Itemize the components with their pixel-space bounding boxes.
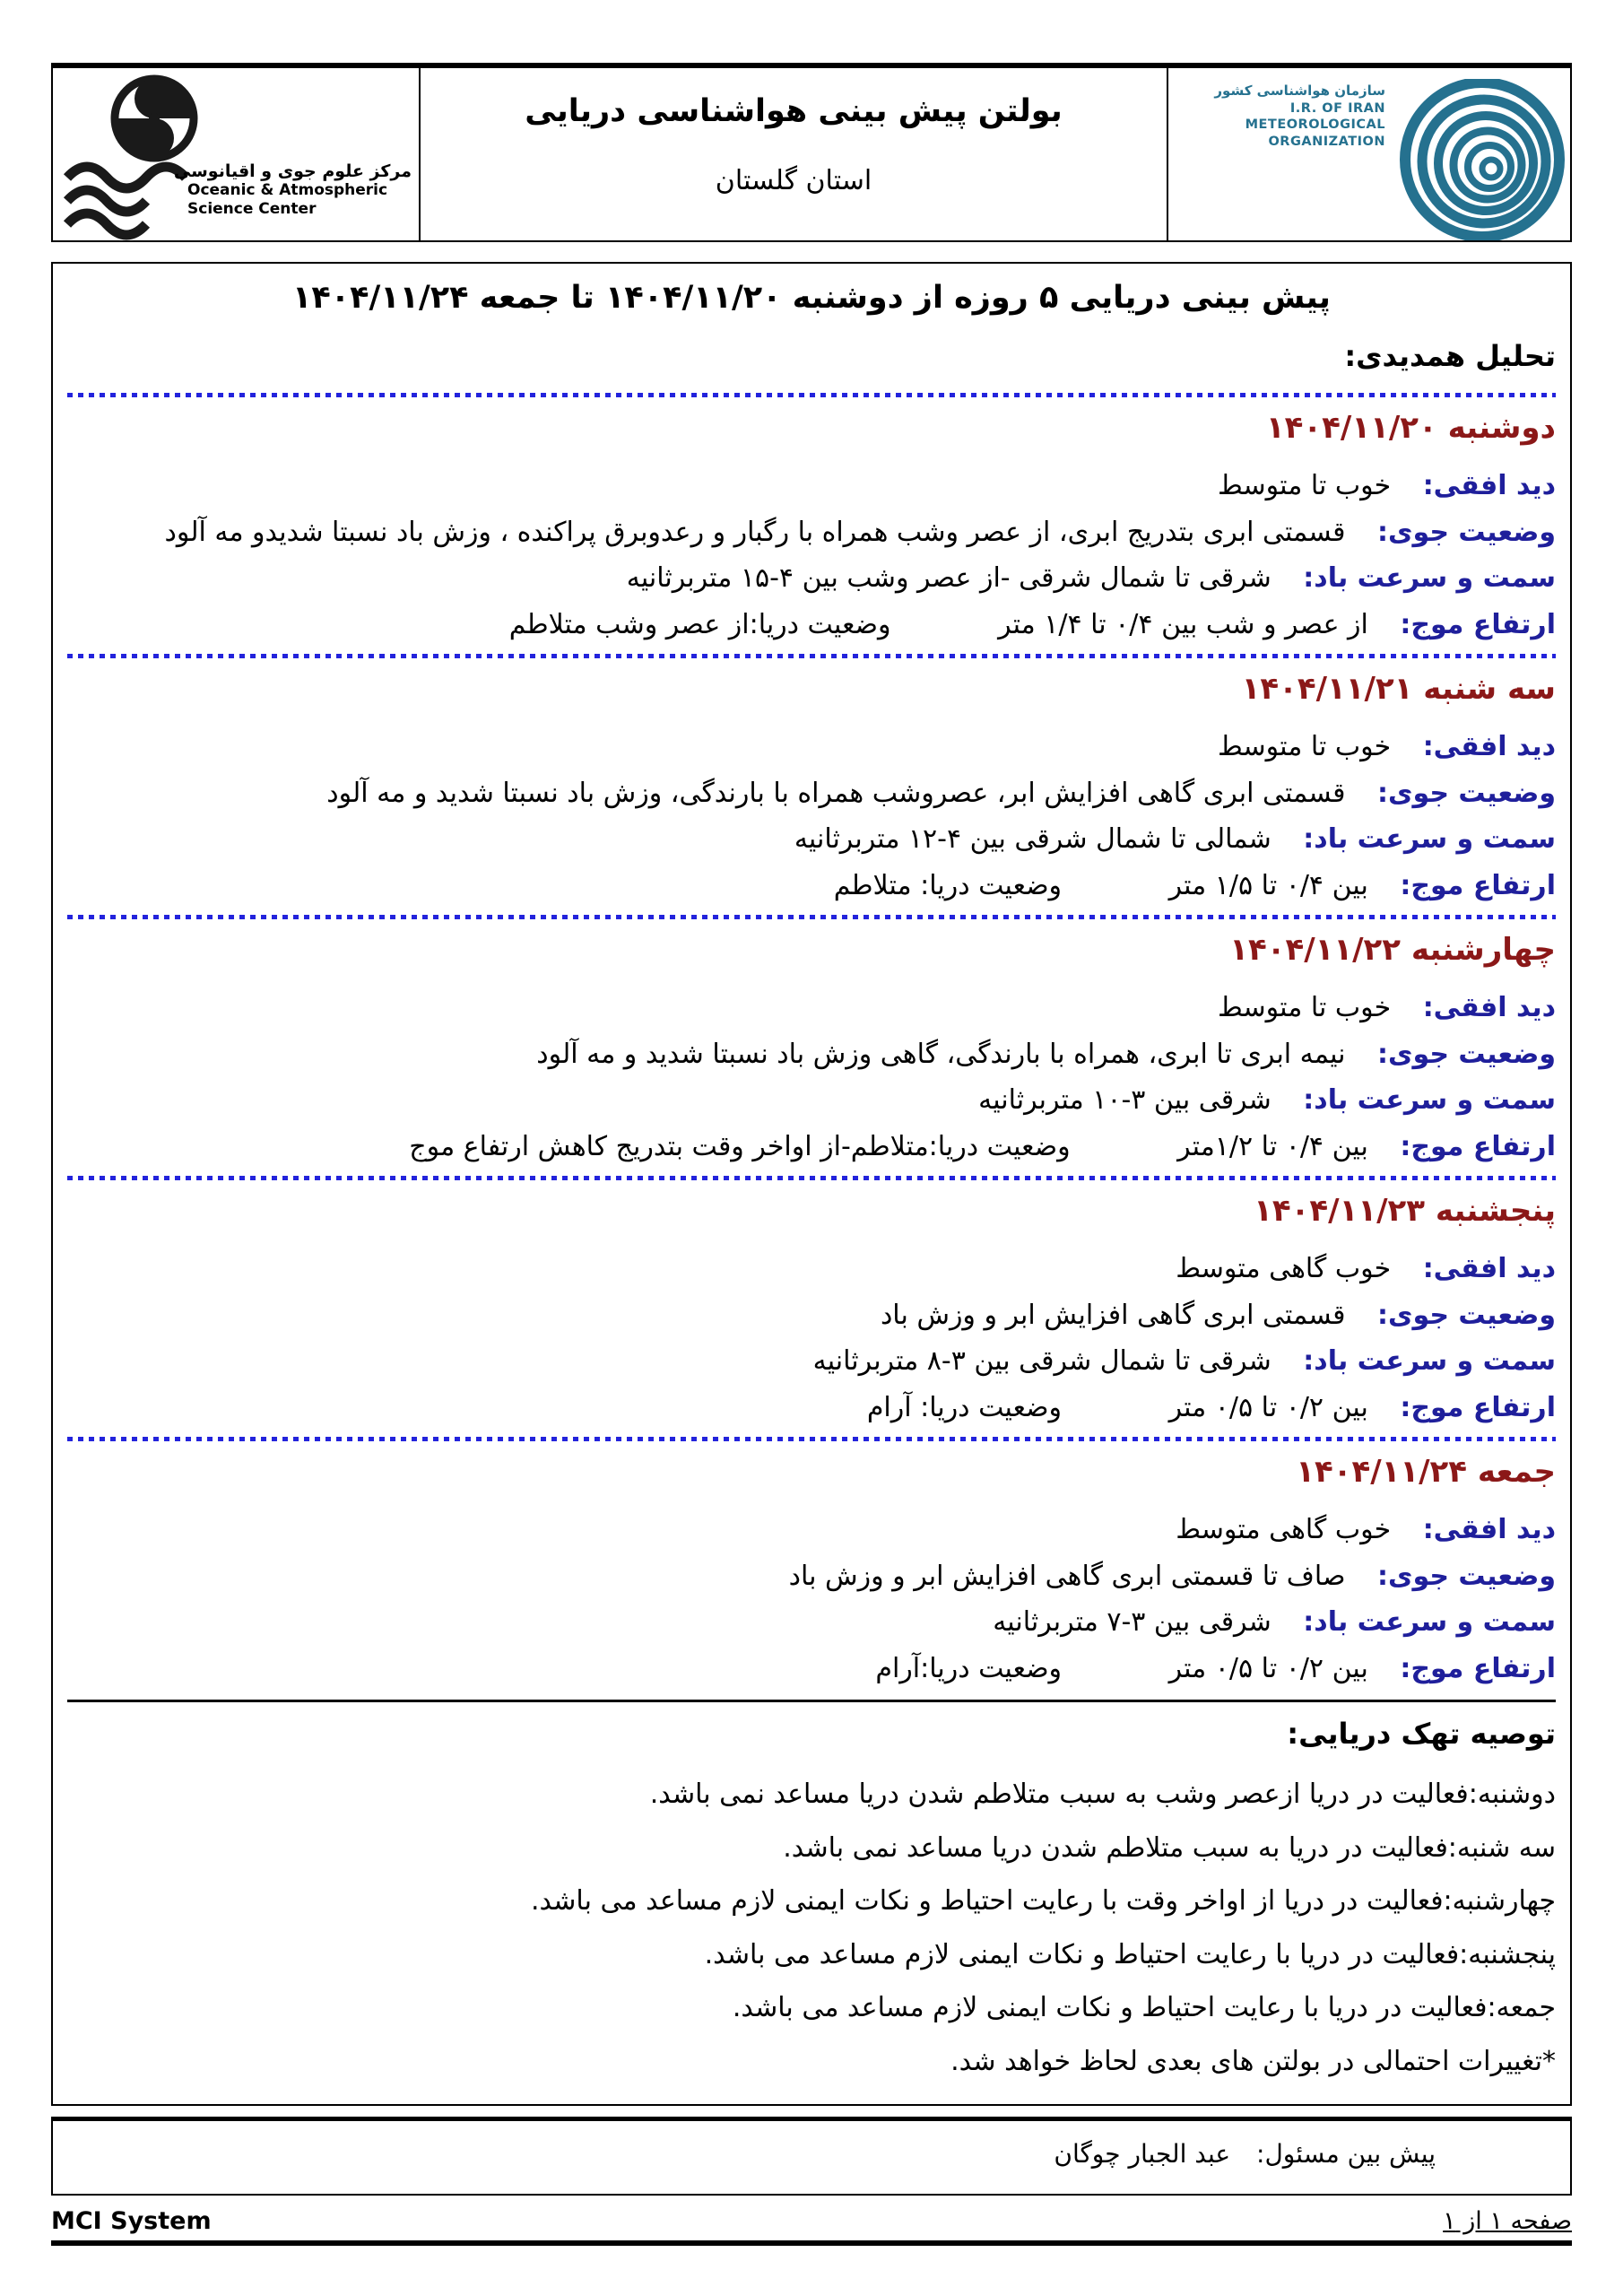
weather-row	[67, 777, 1556, 811]
separator-dotted	[67, 1437, 1556, 1441]
wave-label: ارتفاع موج:	[1400, 608, 1556, 640]
sea-state-value: وضعیت دریا:متلاطم-از اواخر وقت بتدریج کاهش ارتفاع موج	[409, 1130, 1071, 1162]
oceanic-center-english-name-line1: Oceanic & Atmospheric	[187, 181, 388, 199]
wind-row	[67, 561, 1556, 596]
system-name: MCI System	[51, 2207, 212, 2235]
wind-row	[67, 822, 1556, 857]
wave-row	[67, 869, 1556, 903]
irimo-cell	[1167, 66, 1572, 242]
advisory-line: *تغییرات احتمالی در بولتن های بعدی لحاظ خواهد شد.	[950, 2045, 1556, 2077]
visibility-label: دید افقی:	[1422, 1253, 1556, 1284]
advisory-line: سه شنبه:فعالیت در دریا به سبب متلاطم شدن دریا مساعد نمی باشد.	[783, 1831, 1556, 1864]
weather-label: وضعیت جوی:	[1377, 1038, 1556, 1070]
wind-label: سمت و سرعت باد:	[1303, 1345, 1556, 1377]
forecaster-name: عبد الجبار چوگان	[1054, 2139, 1231, 2169]
wind-row	[67, 1605, 1556, 1639]
separator-dotted	[67, 915, 1556, 919]
wind-label: سمت و سرعت باد:	[1303, 1084, 1556, 1116]
irimo-spiral-icon	[1385, 79, 1565, 242]
day-date: جمعه ۱۴۰۴/۱۱/۲۴	[1296, 1454, 1556, 1490]
forecast-day	[67, 410, 1556, 658]
wind-row	[67, 1344, 1556, 1378]
advisory-line: جمعه:فعالیت در دریا با رعایت احتیاط و نکات ایمنی لازم مساعد می باشد.	[732, 1992, 1556, 2023]
day-date: چهارشنبه ۱۴۰۴/۱۱/۲۲	[1229, 932, 1556, 968]
visibility-value: خوب تا متوسط	[1218, 470, 1392, 501]
day-date: پنجشنبه ۱۴۰۴/۱۱/۲۳	[1254, 1193, 1556, 1229]
wave-value: بین ۰/۴ تا ۱/۲متر	[1177, 1130, 1368, 1162]
visibility-row	[67, 469, 1556, 503]
wave-label: ارتفاع موج:	[1400, 1391, 1556, 1423]
wind-value: شرقی تا شمال شرقی بین ۳-۸ متربرثانیه	[812, 1345, 1271, 1377]
bulletin-title: پیش بینی دریایی ۵ روزه از دوشنبه ۱۴۰۴/۱۱/۲۰ تا جمعه ۱۴۰۴/۱۱/۲۴	[292, 280, 1331, 316]
weather-value: نیمه ابری تا ابری، همراه با بارندگی، گاهی وزش باد نسبتا شدید و مه آلود	[536, 1038, 1346, 1070]
weather-value: قسمتی ابری گاهی افزایش ابر، عصروشب همراه با بارندگی، وزش باد نسبتا شدید و مه آلود	[326, 777, 1346, 809]
wind-value: شمالی تا شمال شرقی بین ۴-۱۲ متربرثانیه	[794, 823, 1271, 855]
visibility-label: دید افقی:	[1422, 731, 1556, 762]
separator-dotted	[67, 393, 1556, 397]
wave-row	[67, 1391, 1556, 1425]
wave-row	[67, 608, 1556, 642]
wave-value: بین ۰/۲ تا ۰/۵ متر	[1168, 1391, 1368, 1423]
wind-label: سمت و سرعت باد:	[1303, 562, 1556, 594]
wind-value: شرقی بین ۳-۱۰ متربرثانیه	[978, 1084, 1271, 1116]
days-container	[67, 410, 1556, 1685]
page-number: صفحه ۱ از ۱	[1443, 2207, 1572, 2235]
visibility-value: خوب تا متوسط	[1218, 992, 1392, 1023]
weather-row	[67, 1038, 1556, 1072]
sea-state-value: وضعیت دریا: آرام	[866, 1391, 1063, 1423]
advisory-line: پنجشنبه:فعالیت در دریا با رعایت احتیاط و نکات ایمنی لازم مساعد می باشد.	[704, 1938, 1556, 1970]
advisory-line: چهارشنبه:فعالیت در دریا از اواخر وقت با رعایت احتیاط و نکات ایمنی لازم مساعد می باشد.	[531, 1885, 1556, 1917]
visibility-label: دید افقی:	[1422, 470, 1556, 501]
weather-label: وضعیت جوی:	[1377, 1299, 1556, 1331]
day-date: دوشنبه ۱۴۰۴/۱۱/۲۰	[1265, 410, 1556, 446]
province-subtitle: استان گلستان	[715, 165, 872, 196]
sea-state-value: وضعیت دریا:از عصر وشب متلاطم	[508, 608, 891, 640]
oceanic-center-label	[173, 161, 412, 220]
page-header	[51, 63, 1572, 242]
forecast-day	[67, 932, 1556, 1180]
separator-dotted	[67, 654, 1556, 658]
oceanic-center-persian-name: مرکز علوم جوی و اقیانوسی	[173, 161, 412, 181]
irimo-name-line1: I.R. OF IRAN	[1289, 100, 1385, 116]
forecaster-label: پیش بین مسئول:	[1256, 2139, 1436, 2169]
weather-row	[67, 1560, 1556, 1594]
irimo-persian-name: سازمان هواشناسی کشور	[1214, 83, 1385, 99]
advisory-lines	[67, 1778, 1556, 2078]
bulletin-box	[51, 262, 1572, 2106]
visibility-value: خوب تا متوسط	[1218, 731, 1392, 762]
oceanic-center-english-name-line2: Science Center	[187, 200, 317, 219]
wave-label: ارتفاع موج:	[1400, 1652, 1556, 1684]
wind-value: شرقی تا شمال شرقی -از عصر وشب بین ۴-۱۵ متربرثانیه	[626, 562, 1271, 594]
weather-label: وضعیت جوی:	[1377, 777, 1556, 809]
weather-label: وضعیت جوی:	[1377, 516, 1556, 548]
visibility-value: خوب گاهی متوسط	[1176, 1253, 1392, 1284]
separator-dotted	[67, 1176, 1556, 1180]
day-date: سه شنبه ۱۴۰۴/۱۱/۲۱	[1241, 671, 1556, 707]
wind-row	[67, 1083, 1556, 1118]
wind-label: سمت و سرعت باد:	[1303, 823, 1556, 855]
sea-state-value: وضعیت دریا:آرام	[875, 1652, 1063, 1684]
page-footer	[51, 2197, 1572, 2246]
wave-label: ارتفاع موج:	[1400, 1130, 1556, 1162]
irimo-name-line2: METEOROLOGICAL	[1245, 117, 1385, 133]
visibility-value: خوب گاهی متوسط	[1176, 1514, 1392, 1545]
wave-value: بین ۰/۴ تا ۱/۵ متر	[1168, 869, 1368, 901]
weather-row	[67, 516, 1556, 550]
weather-label: وضعیت جوی:	[1377, 1560, 1556, 1592]
visibility-row	[67, 730, 1556, 764]
signature-box	[51, 2117, 1572, 2196]
wave-value: بین ۰/۲ تا ۰/۵ متر	[1168, 1652, 1368, 1684]
oceanic-center-cell	[51, 66, 421, 242]
wind-value: شرقی بین ۳-۷ متربرثانیه	[993, 1606, 1271, 1638]
weather-row	[67, 1299, 1556, 1333]
visibility-row	[67, 1513, 1556, 1547]
bulletin-title-cell	[421, 66, 1167, 242]
forecast-day	[67, 1454, 1556, 1685]
sea-state-value: وضعیت دریا: متلاطم	[833, 869, 1063, 901]
wave-row	[67, 1130, 1556, 1164]
bulletin-header-title: بولتن پیش بینی هواشناسی دریایی	[525, 93, 1063, 129]
forecast-day	[67, 671, 1556, 919]
advisory-line: دوشنبه:فعالیت در دریا ازعصر وشب به سبب متلاطم شدن دریا مساعد نمی باشد.	[649, 1779, 1556, 1810]
wave-row	[67, 1652, 1556, 1686]
forecast-day	[67, 1193, 1556, 1441]
visibility-label: دید افقی:	[1422, 1514, 1556, 1545]
weather-value: صاف تا قسمتی ابری گاهی افزایش ابر و وزش باد	[788, 1560, 1346, 1592]
wave-label: ارتفاع موج:	[1400, 869, 1556, 901]
wind-label: سمت و سرعت باد:	[1303, 1606, 1556, 1638]
weather-value: قسمتی ابری گاهی افزایش ابر و وزش باد	[880, 1299, 1346, 1331]
visibility-row	[67, 991, 1556, 1025]
visibility-label: دید افقی:	[1422, 992, 1556, 1023]
irimo-label	[1214, 79, 1385, 151]
visibility-row	[67, 1252, 1556, 1286]
advisory-heading: توصیه تهک دریایی:	[1287, 1717, 1556, 1751]
wave-value: از عصر و شب بین ۰/۴ تا ۱/۴ متر	[998, 608, 1368, 640]
weather-value: قسمتی ابری بتدریج ابری، از عصر وشب همراه با رگبار و رعدوبرق پراکنده ، وزش باد نسبتا شدیدو مه آلود	[164, 516, 1346, 548]
irimo-name-line3: ORGANIZATION	[1268, 135, 1385, 150]
synoptic-analysis-label: تحلیل همدیدی:	[1344, 339, 1556, 373]
advisory-divider	[67, 1700, 1556, 1702]
